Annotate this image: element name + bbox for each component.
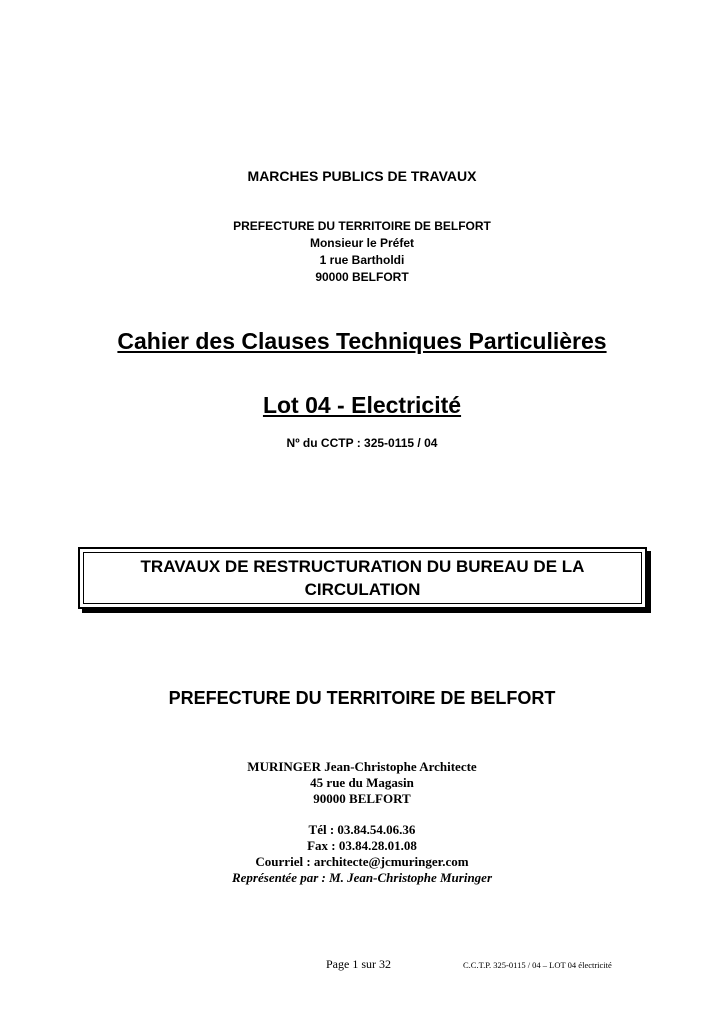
main-title: Cahier des Clauses Techniques Particulières xyxy=(117,328,607,354)
project-title-box xyxy=(78,547,647,609)
project-title-line-2: CIRCULATION xyxy=(304,580,421,599)
lot-title: Lot 04 - Electricité xyxy=(262,392,462,418)
architect-address-block xyxy=(0,759,724,807)
architect-representative: Représentée par : M. Jean-Christophe Muringer xyxy=(231,870,493,885)
architect-email: Courriel : architecte@jcmuringer.com xyxy=(255,854,469,869)
architect-name: MURINGER Jean-Christophe Architecte xyxy=(247,759,477,774)
page-number: Page 1 sur 32 xyxy=(326,957,391,971)
client-name: PREFECTURE DU TERRITOIRE DE BELFORT xyxy=(233,219,491,233)
client-city: 90000 BELFORT xyxy=(315,270,409,284)
architect-contact-block xyxy=(0,822,724,886)
architect-street: 45 rue du Magasin xyxy=(310,775,414,790)
footer-reference: C.C.T.P. 325-0115 / 04 – LOT 04 électricité xyxy=(463,960,612,970)
cctp-number: Nº du CCTP : 325-0115 / 04 xyxy=(286,436,438,450)
architect-tel: Tél : 03.84.54.06.36 xyxy=(308,822,416,837)
client-address-block xyxy=(0,218,724,286)
client-street: 1 rue Bartholdi xyxy=(319,253,405,267)
architect-fax: Fax : 03.84.28.01.08 xyxy=(307,838,417,853)
client-contact: Monsieur le Préfet xyxy=(309,236,415,250)
project-title-inner xyxy=(83,552,642,604)
document-header-title: MARCHES PUBLICS DE TRAVAUX xyxy=(247,168,477,184)
architect-city: 90000 BELFORT xyxy=(313,791,411,806)
owner-name: PREFECTURE DU TERRITOIRE DE BELFORT xyxy=(168,688,556,708)
project-title-line-1: TRAVAUX DE RESTRUCTURATION DU BUREAU DE LA xyxy=(140,557,585,576)
